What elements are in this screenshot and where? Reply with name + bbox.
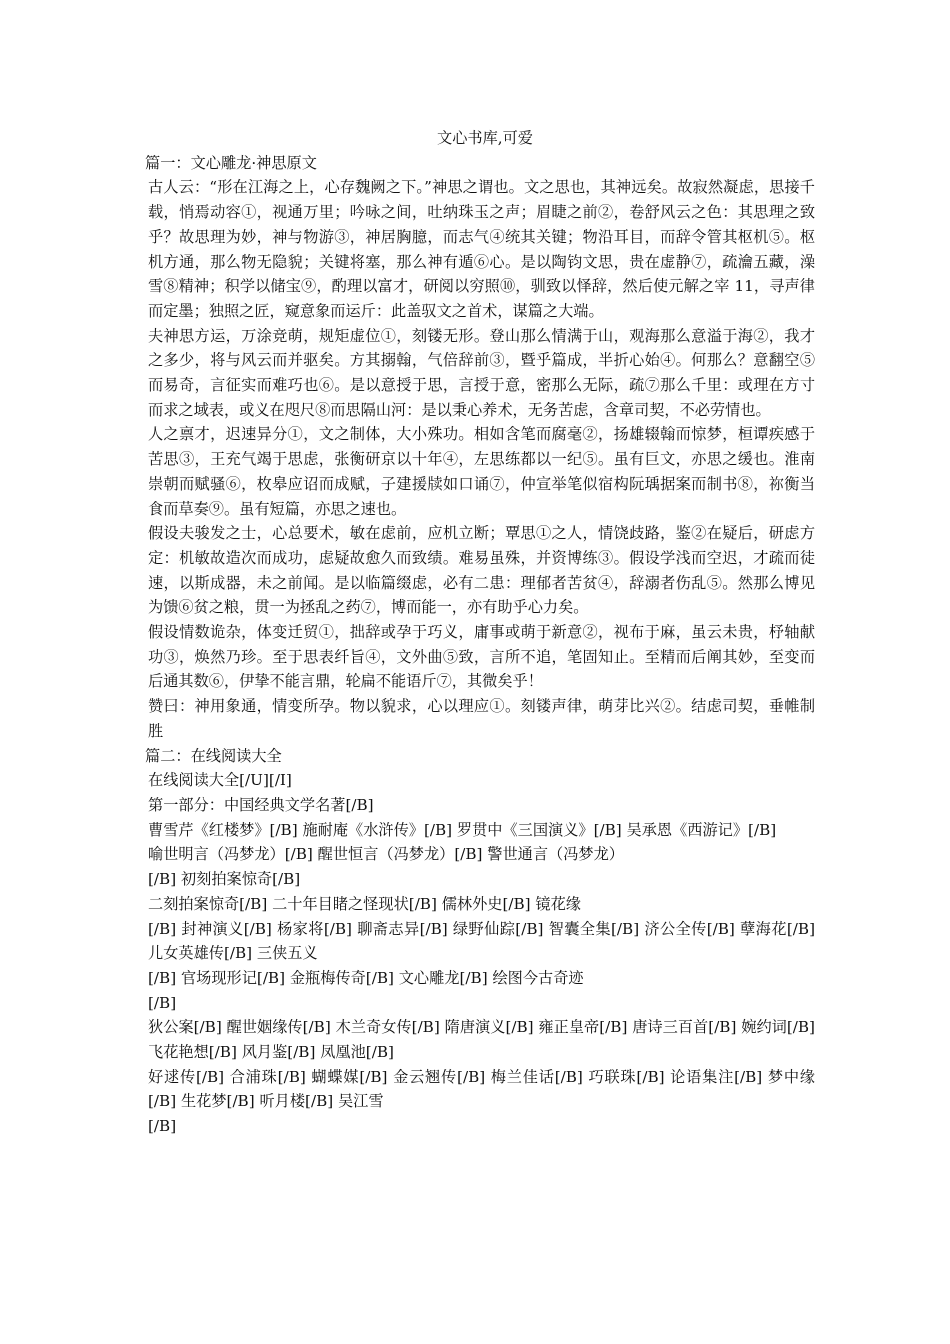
section1-paragraph-6: 赞曰：神用象通，情变所孕。物以貌求，心以理应①。刻镂声律，萌芽比兴②。结虑司契，垂帷制胜: [148, 697, 815, 740]
section2-title: 篇二：在线阅读大全: [145, 746, 282, 765]
section2-line-9: [/B]: [148, 993, 177, 1012]
section1-paragraph-5: 假设情数诡杂，体变迁贸①，拙辞或孕于巧义，庸事或萌于新意②，视布于麻，虽云未贵，杼轴献功③，焕然乃珍。至于思表纤旨④，文外曲⑤致，言所不追，笔固知止。至精而后阐其妙，至变而后通其数⑥，伊挚不能言鼎，轮扁不能语斤⑦，其微矣乎！: [148, 623, 815, 691]
section2-line-5: [/B] 初刻拍案惊奇[/B]: [148, 870, 301, 889]
page-header: 文心书库,可爱: [437, 129, 533, 147]
section1-paragraph-4: 假设夫骏发之士，心总要术，敏在虑前，应机立断；覃思①之人，情饶歧路，鉴②在疑后，研虑方定：机敏故造次而成功，虑疑故愈久而致绩。难易虽殊，并资博练③。假设学浅而空迟，才疏而徒速，以斯成器，未之前闻。是以临篇缀虑，必有二患：理郁者苦贫④，辞溺者伤乱⑤。然那么博见为馈⑥贫之粮，贯一为拯乱之药⑦，博而能一，亦有助乎心力矣。: [148, 524, 815, 617]
section1-paragraph-3: 人之禀才，迟速异分①，文之制体，大小殊功。相如含笔而腐毫②，扬雄辍翰而惊梦，桓谭疾感于苦思③，王充气竭于思虑，张衡研京以十年④，左思练都以一纪⑤。虽有巨文，亦思之缓也。淮南崇朝而赋骚⑥，枚皋应诏而成赋，子建援牍如口诵⑦，仲宣举笔似宿构阮瑀据案而制书⑧，祢衡当食而草奏⑨。虽有短篇，亦思之速也。: [148, 425, 815, 518]
section2-line-7: [/B] 封神演义[/B] 杨家将[/B] 聊斋志异[/B] 绿野仙踪[/B] 智囊全集[/B] 济公全传[/B] 孽海花[/B] 儿女英雄传[/B] 三侠五义: [148, 919, 815, 963]
section2-line-8: [/B] 官场现形记[/B] 金瓶梅传奇[/B] 文心雕龙[/B] 绘图今古奇迹: [148, 968, 584, 987]
section2-line-11: 好逑传[/B] 合浦珠[/B] 蝴蝶媒[/B] 金云翘传[/B] 梅兰佳话[/B] 巧联珠[/B] 论语集注[/B] 梦中缘[/B] 生花梦[/B] 听月楼[/B] 吴江雪: [148, 1067, 815, 1111]
section2-line-3: 曹雪芹《红楼梦》[/B] 施耐庵《水浒传》[/B] 罗贯中《三国演义》[/B] 吴承恩《西游记》[/B]: [148, 820, 777, 839]
section1-title: 篇一：文心雕龙·神思原文: [145, 153, 317, 172]
section2-line-1: 在线阅读大全[/U][/I]: [148, 771, 292, 790]
section2-line-2: 第一部分：中国经典文学名著[/B]: [148, 795, 374, 814]
section2-line-12: [/B]: [148, 1117, 177, 1136]
section2-line-10: 狄公案[/B] 醒世姻缘传[/B] 木兰奇女传[/B] 隋唐演义[/B] 雍正皇帝[/B] 唐诗三百首[/B] 婉约词[/B] 飞花艳想[/B] 风月鉴[/B] 凤凰池[/B]: [148, 1018, 815, 1062]
section1-paragraph-1: 古人云：“形在江海之上，心存魏阙之下。”神思之谓也。文之思也，其神远矣。故寂然凝虑，思接千载，悄焉动容①，视通万里；吟咏之间，吐纳珠玉之声；眉睫之前②，卷舒风云之色：其思理之致乎？故思理为妙，神与物游③，神居胸臆，而志气④统其关键；物沿耳目，而辞令管其枢机⑤。枢机方通，那么物无隐貌；关键将塞，那么神有遁⑥心。是以陶钧文思，贵在虚静⑦，疏瀹五藏，澡雪⑧精神；积学以储宝⑨，酌理以富才，研阅以穷照⑩，驯致以怿辞，然后使元解之宰 11，寻声律而定墨；独照之匠，窥意象而运斤：此盖驭文之首术，谋篇之大端。: [148, 178, 815, 320]
document-page: [145, 126, 815, 1139]
section1-paragraph-2: 夫神思方运，万涂竞萌，规矩虚位①，刻镂无形。登山那么情满于山，观海那么意溢于海②，我才之多少，将与风云而并驱矣。方其搦翰，气倍辞前③，暨乎篇成，半折心始④。何那么？意翻空⑤而易奇，言征实而难巧也⑥。是以意授于思，言授于意，密那么无际，疏⑦那么千里：或理在方寸而求之域表，或义在咫尺⑧而思隔山河：是以秉心养术，无务苦虑，含章司契，不必劳情也。: [148, 326, 815, 419]
section2-line-4: 喻世明言（冯梦龙）[/B] 醒世恒言（冯梦龙）[/B] 警世通言（冯梦龙）: [148, 845, 624, 864]
section2-line-6: 二刻拍案惊奇[/B] 二十年目睹之怪现状[/B] 儒林外史[/B] 镜花缘: [148, 894, 581, 913]
